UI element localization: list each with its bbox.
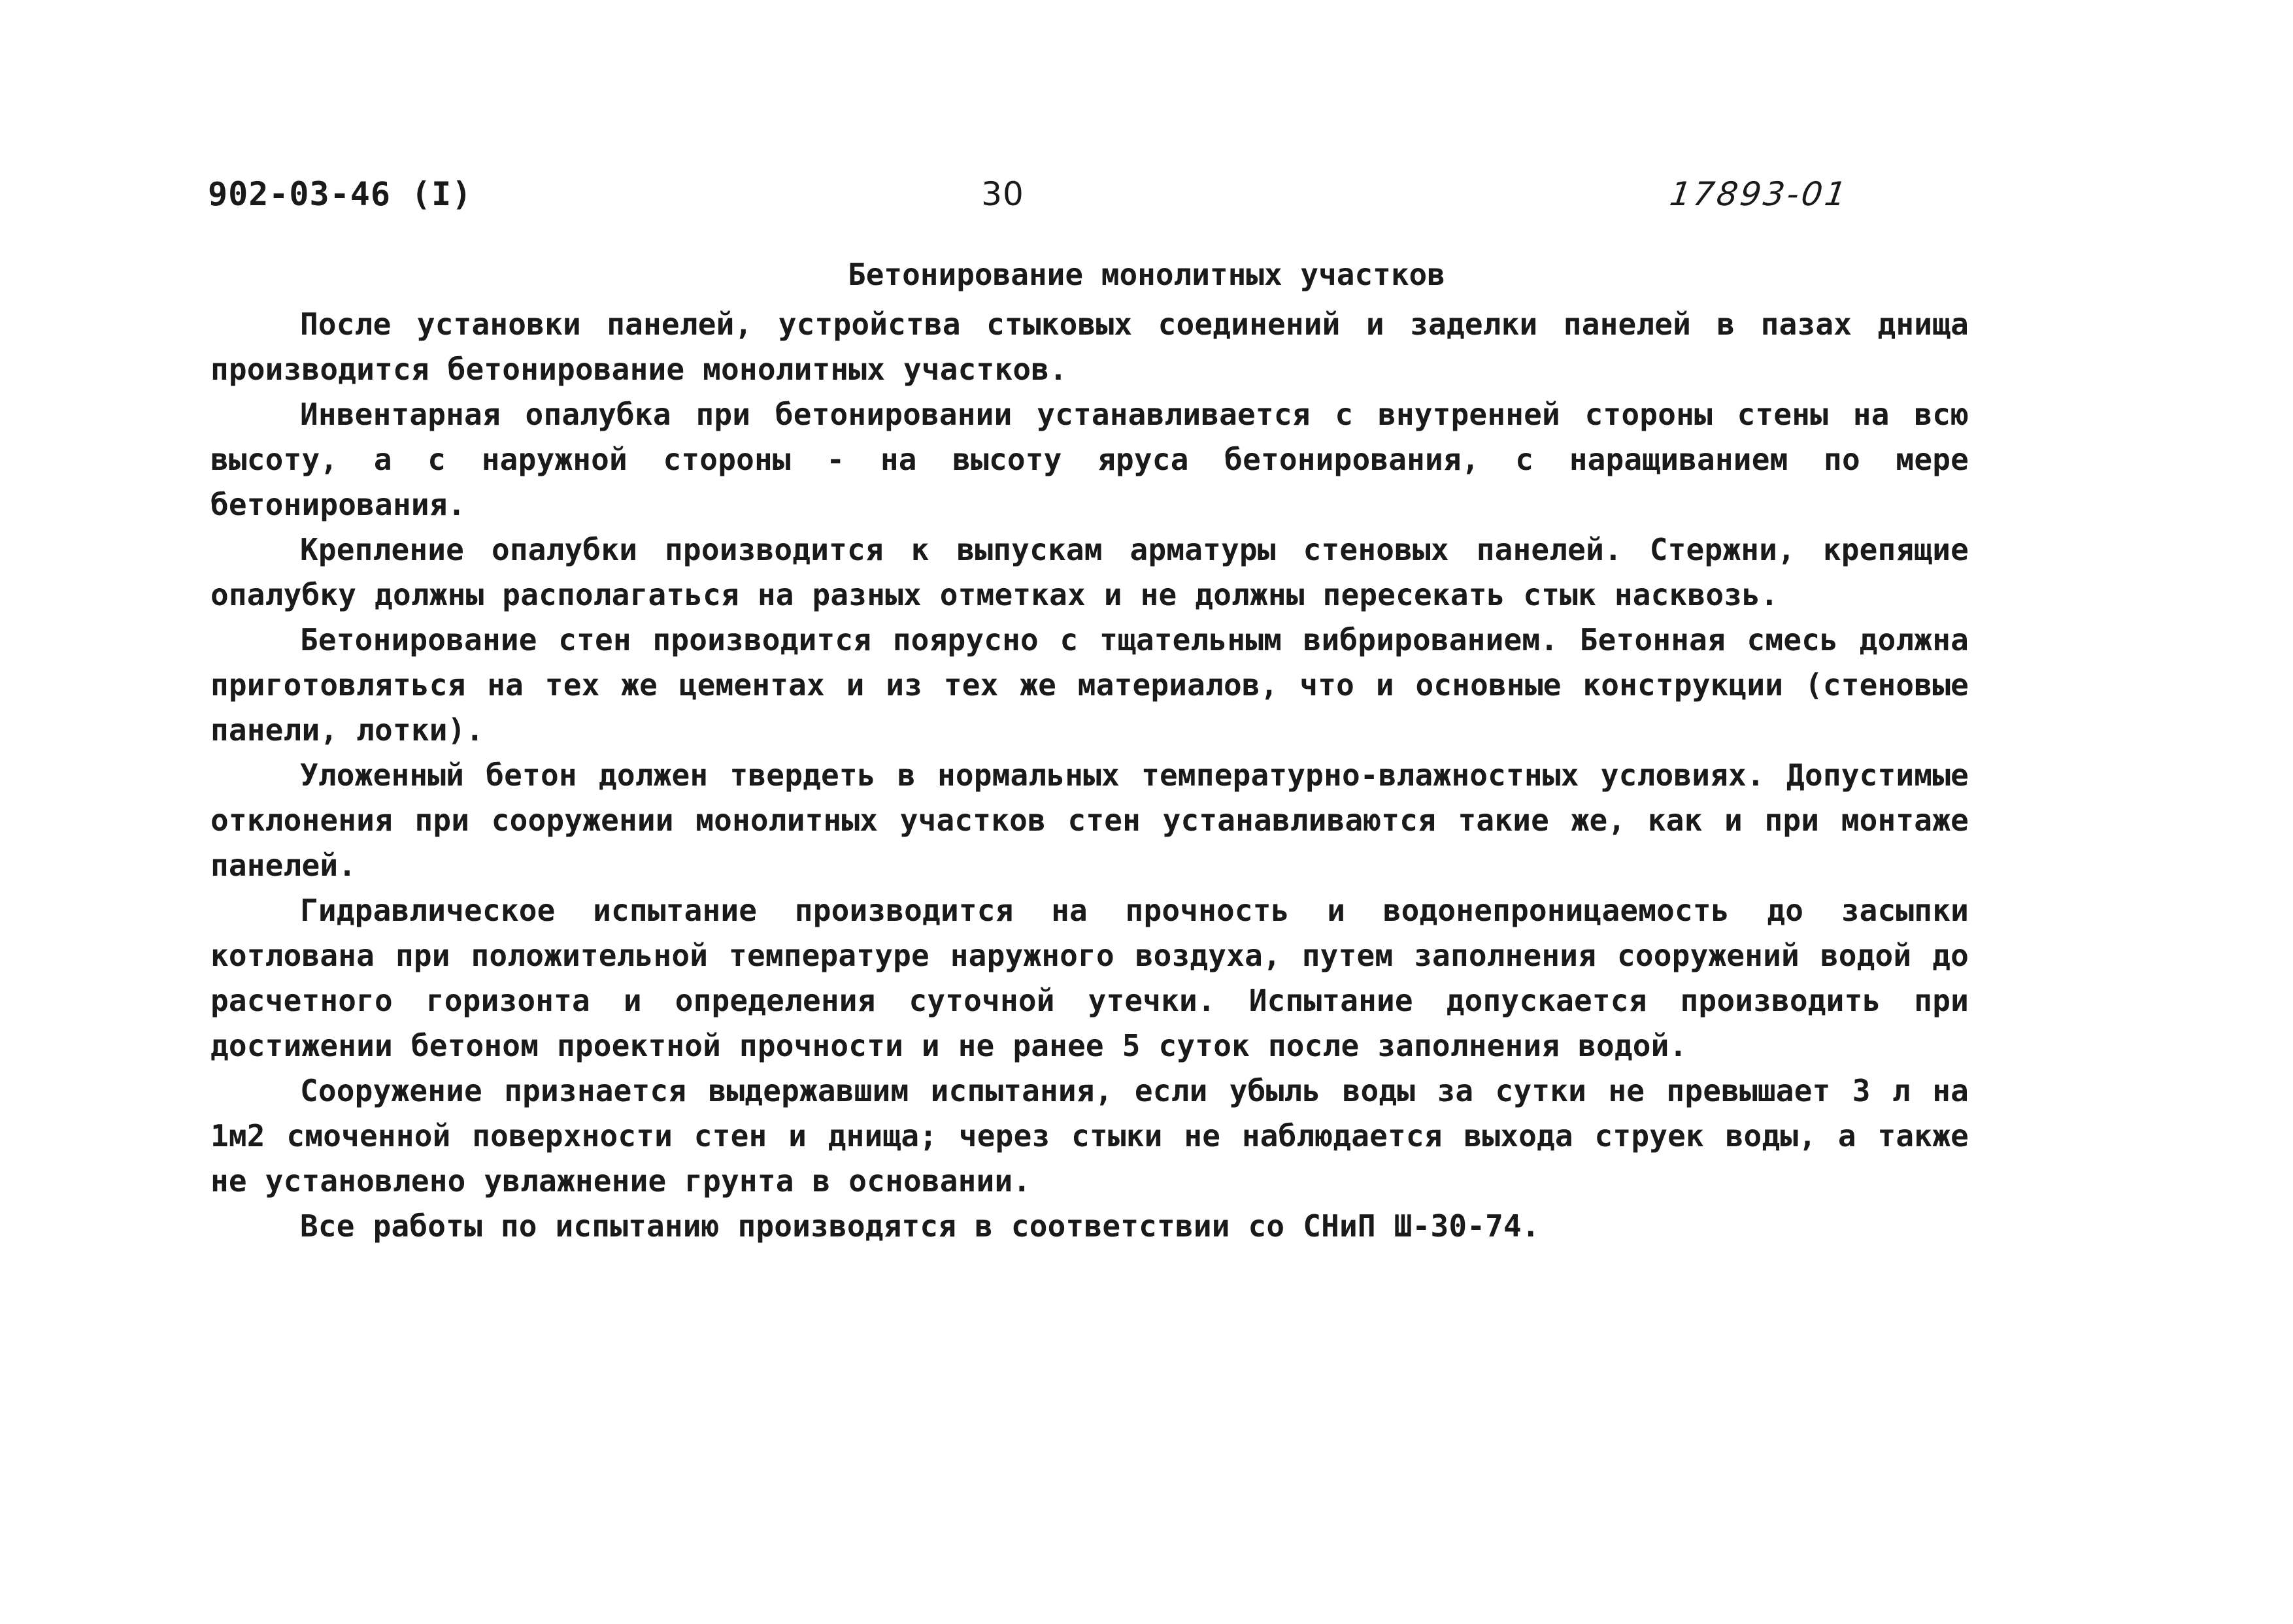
- paragraph: Бетонирование стен производится поярусно с тщательным вибрированием. Бетонная смесь должна приготовляться на тех же цементах и из тех же материалов, что и основные конструкции (стеновые панели, лотки).: [210, 622, 1969, 748]
- paragraph: Инвентарная опалубка при бетонировании устанавливается с внутренней стороны стены на всю высоту, а с наружной стороны - на высоту яруса бетонирования, с наращиванием по мере бетонирования.: [210, 397, 1969, 522]
- paragraph: После установки панелей, устройства стыковых соединений и заделки панелей в пазах днища производится бетонирование монолитных участков.: [210, 307, 1969, 387]
- paragraph: Гидравлическое испытание производится на прочность и водонепроницаемость до засыпки котлована при положительной температуре наружного воздуха, путем заполнения сооружений водой до расчетного горизонта и определения суточной утечки. Испытание допускается производить при достижении бетоном проектной прочности и не ранее 5 суток после заполнения водой.: [210, 893, 1969, 1063]
- body-text: [210, 302, 1969, 1249]
- paragraph: Все работы по испытанию производятся в соответствии со СНиП Ш-30-74.: [300, 1208, 1540, 1244]
- paragraph: Крепление опалубки производится к выпускам арматуры стеновых панелей. Стержни, крепящие опалубку должны располагаться на разных отметках и не должны пересекать стык насквозь.: [210, 532, 1969, 612]
- paragraph: Уложенный бетон должен твердеть в нормальных температурно-влажностных условиях. Допустимые отклонения при сооружении монолитных участков стен устанавливаются такие же, как и при монтаже панелей.: [210, 757, 1969, 883]
- document-code: 902-03-46 (I): [208, 175, 473, 213]
- page-number: 30: [981, 175, 1024, 213]
- paragraph: Сооружение признается выдержавшим испытания, если убыль воды за сутки не превышает 3 л на 1м2 смоченной поверхности стен и днища; через стыки не наблюдается выхода струек воды, а также не установлено увлажнение грунта в основании.: [210, 1073, 1969, 1199]
- inventory-number: 17893-01: [1667, 175, 1851, 213]
- section-title: Бетонирование монолитных участков: [848, 257, 1445, 292]
